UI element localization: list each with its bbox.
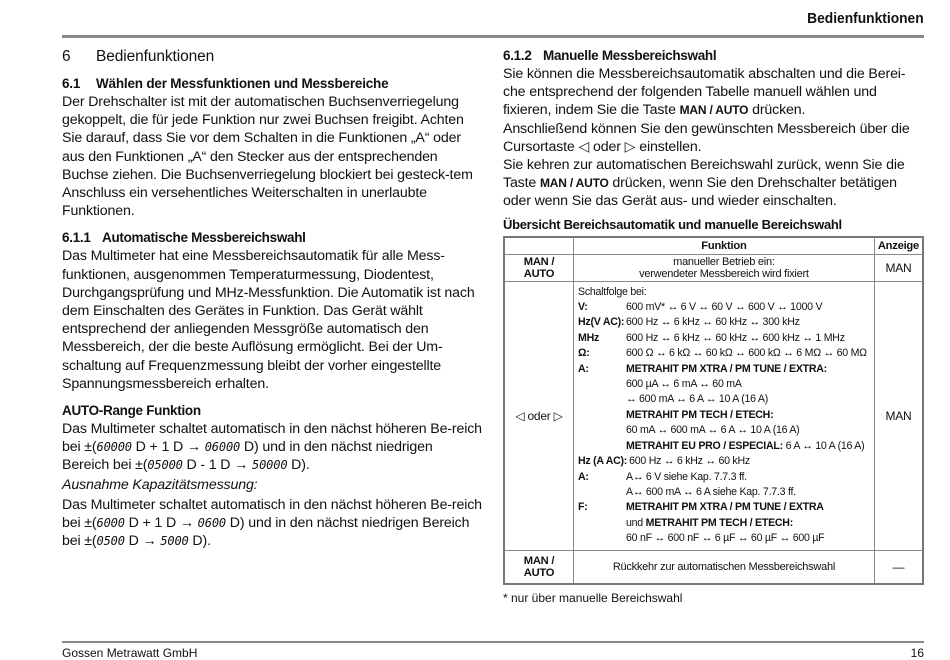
range-table xyxy=(503,236,924,585)
schaltfolge-list: Schaltfolge bei: V: 600 mV* ↔ 6 V ↔ 60 V ↔ 600 V ↔ 1000 V Hz(V AC): 600 Hz ↔ 6 kHz ↔ 60 kHz ↔ 300 kHz MHz 600 Hz ↔ 6 kHz ↔ 60 kHz ↔ 600 kHz ↔ 1 MHz Ω: 600 Ω ↔ 6 kΩ ↔ 60 kΩ ↔ 600 kΩ ↔ 6 MΩ ↔ 60 MΩ A: METRAHIT PM XTRA / PM TUNE / EXTRA: 600 µA ↔ 6 mA ↔ 60 mA ↔ 600 mA ↔ 6 A ↔ 10 A (16 A) METRAHIT PM TECH / ETECH: 60 mA ↔ 600 mA ↔ 6 A ↔ 10 A (16 A) METRAHIT EU PRO / ESPECIAL: 6 A ↔ 10 A (16 A) Hz (A AC): 600 Hz ↔ 6 kHz ↔ 60 kHz A: A↔ 6 V siehe Kap. 7.7.3 ff. A↔ 600 mA ↔ 6 A siehe Kap. 7.7.3 ff. F: METRAHIT PM XTRA / PM TUNE / EXTRA und METRAHIT PM TECH / ETECH: 60 nF ↔ 600 nF ↔ 6 µF ↔ 60 µF ↔ 600 µF xyxy=(574,281,875,550)
paragraph-ausnahme: Ausnahme Kapazitätsmessung: xyxy=(62,476,258,493)
key-man-auto: MAN / AUTO xyxy=(504,254,574,281)
heading-auto-range: AUTO-Range Funktion xyxy=(62,403,201,419)
footer-company: Gossen Metrawatt GmbH xyxy=(62,646,198,660)
table-row: ◁ oder ▷ Schaltfolge bei: V: 600 mV* ↔ 6 V ↔ 60 V ↔ 600 V ↔ 1000 V Hz(V AC): 600 Hz ↔ 6 kHz ↔ 60 kHz ↔ 300 kHz MHz 600 Hz ↔ 6 kHz ↔ 60 kHz ↔ 600 kHz ↔ 1 MHz Ω: 600 Ω ↔ 6 kΩ ↔ 60 kΩ ↔ 600 kΩ ↔ 6 MΩ ↔ 60 MΩ A: METRAHIT PM XTRA / PM TUNE / EXTRA: 600 µA ↔ 6 mA ↔ 60 mA ↔ 600 mA ↔ 6 A ↔ 10 A (16 A) METRAHIT PM TECH / ETECH: 60 mA ↔ 600 mA ↔ 6 A ↔ 10 A (16 A) METRAHIT EU PRO / ESPECIAL: 6 A ↔ 10 A (16 A) Hz (A AC): 600 Hz ↔ 6 kHz ↔ 60 kHz A: A↔ 6 V siehe Kap. 7.7.3 ff. A↔ 600 mA ↔ 6 A siehe Kap. 7.7.3 ff. F: METRAHIT PM XTRA / PM TUNE / EXTRA und METRAHIT PM TECH / ETECH: 60 nF ↔ 600 nF ↔ 6 µF ↔ 60 µF ↔ 600 µF MAN xyxy=(504,281,923,550)
paragraph-auto-range: Das Multimeter schaltet automatisch in den nächst höheren Be-reich bei ±(60000 D + 1 D → 06000 D) und in den nächst niedrigen Bereich bei ±(05000 D - 1 D → 50000 D). xyxy=(62,421,482,474)
table-row: MAN / AUTO Rückkehr zur automatischen Messbereichswahl — xyxy=(504,550,923,584)
subsection-heading: 6.1 Wählen der Messfunktionen und Messbereiche xyxy=(62,76,389,91)
paragraph-manual-1: Sie können die Messbereichsautomatik abschalten und die Berei-che entsprechend der folgenden Tabelle manuell wählen und fixieren, indem Sie die Taste MAN / AUTO drücken. xyxy=(503,66,906,119)
col-anzeige: Anzeige xyxy=(874,237,923,255)
table-title: Übersicht Bereichsautomatik und manuelle Bereichswahl xyxy=(503,216,842,232)
paragraph-buchsenverriegelung: Der Drehschalter ist mit der automatischen Buchsenverriegelung gekoppelt, die für jede Funktion nur zwei Buchsen freigibt. Achten Sie darauf, dass Sie vor dem Schalten in die Funktionen „A“ oder aus den Funktionen „A“ den Stecker aus der entsprechenden Buchse ziehen. Die Buchsenverriegelung blockiert bei gesteck-tem Anschluss ein versehentliches Weiterschalten in unerlaubte Funktionen. xyxy=(62,94,473,220)
header-rule xyxy=(62,35,924,38)
paragraph-manual-2: Anschließend können Sie den gewünschten Messbereich über die Cursortaste ◁ oder ▷ einstellen. xyxy=(503,120,910,155)
table-header-row xyxy=(504,237,923,255)
paragraph-manual-3: Sie kehren zur automatischen Bereichswahl zurück, wenn Sie die Taste MAN / AUTO drücken, wenn Sie den Drehschalter betätigen oder wenn Sie das Gerät aus- und wieder einschalten. xyxy=(503,157,905,210)
subsubsection-heading-auto: 6.1.1 Automatische Messbereichswahl xyxy=(62,230,306,246)
cursor-left-icon: ◁ xyxy=(578,138,590,155)
subsubsection-heading-manual: 6.1.2 Manuelle Messbereichswahl xyxy=(503,48,717,63)
paragraph-messbereichsautomatik: Das Multimeter hat eine Messbereichsautomatik für alle Mess-funktionen, ausgenommen Temperaturmessung, Diodentest, Durchgangsprüfung und MHz-Messfunktion. Die Automatik ist nach dem Einschalten des Gerätes in Funktion. Das Gerät wählt entsprechend der anliegenden Messgröße automatisch den Messbereich, der die beste Auflösung ermöglicht. Bei der Um-schaltung auf Frequenzmessung bleibt der vorher eingestellte Spannungsmessbereich erhalten. xyxy=(62,248,475,392)
cursor-right-icon: ▷ xyxy=(624,138,636,155)
section-heading: 6 Bedienfunktionen xyxy=(62,48,215,65)
key-cursor: ◁ oder ▷ xyxy=(504,281,574,550)
footnote: * nur über manuelle Bereichswahl xyxy=(503,590,683,605)
table-row: MAN / AUTO manueller Betrieb ein: verwendeter Messbereich wird fixiert MAN xyxy=(504,254,923,281)
right-column xyxy=(503,48,925,605)
page-number: 16 xyxy=(910,646,924,660)
left-column xyxy=(62,48,482,550)
key-man-auto: MAN / AUTO xyxy=(504,550,574,584)
footer-rule xyxy=(62,641,924,643)
running-header-title: Bedienfunktionen xyxy=(807,10,924,27)
paragraph-kapazitaet: Das Multimeter schaltet automatisch in den nächst höheren Be-reich bei ±(6000 D + 1 D → 0600 D) und in den nächst niedrigen Bereich bei ±(0500 D → 5000 D). xyxy=(62,496,482,550)
col-funktion: Funktion xyxy=(574,237,875,255)
